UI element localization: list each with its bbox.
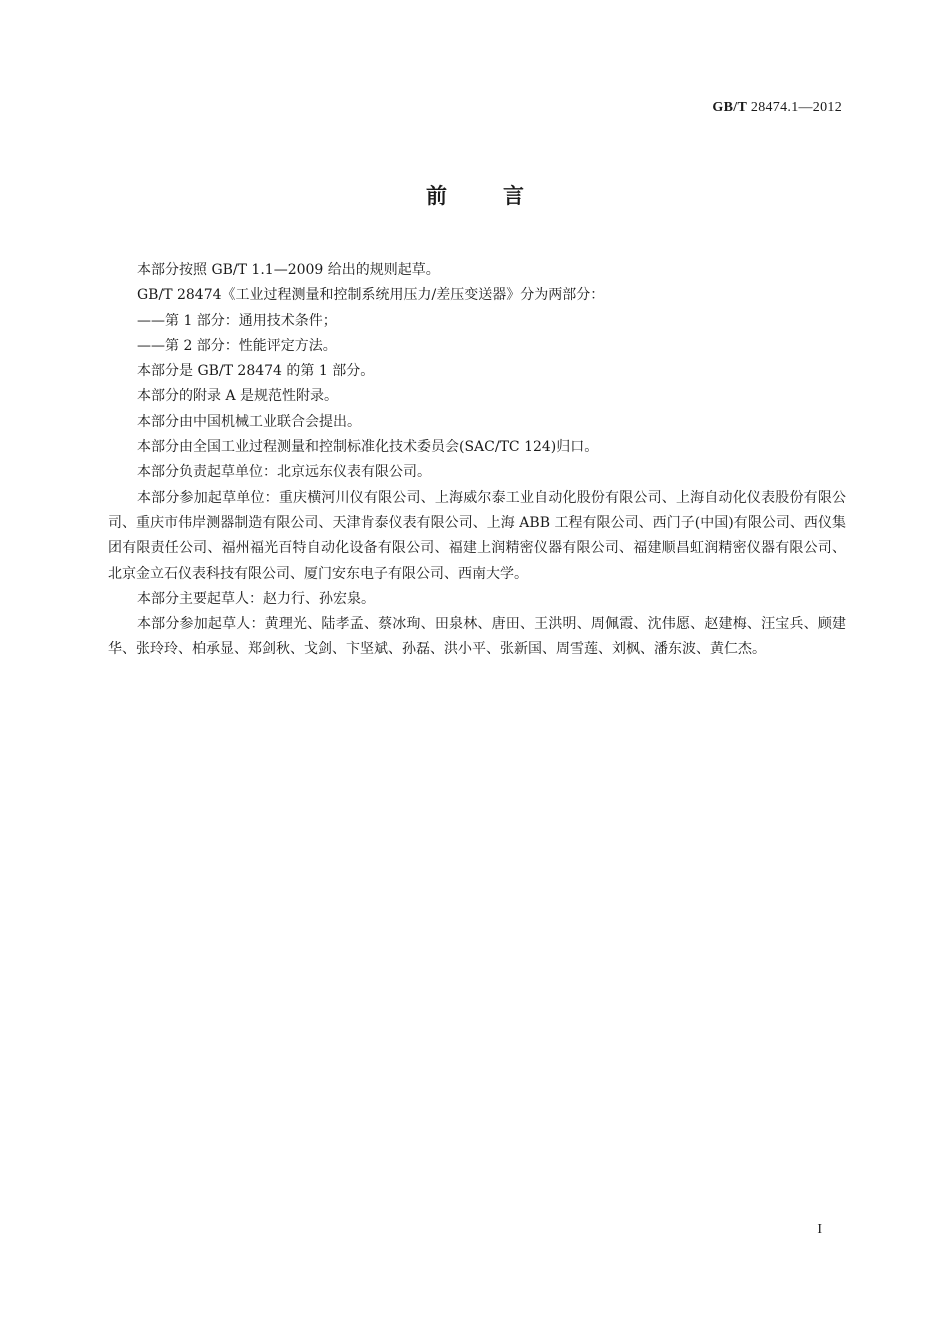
standard-prefix: GB/T bbox=[712, 100, 748, 115]
paragraph-participating-drafters: 本部分参加起草人：黄理光、陆孝孟、蔡冰珣、田泉林、唐田、王洪明、周佩霞、沈伟愿、赵建梅、汪宝兵、顾建华、张玲玲、柏承显、郑剑秋、戈剑、卞坚斌、孙磊、洪小平、张新国、周雪莲、刘枫、潘东波、黄仁杰。 bbox=[108, 616, 846, 658]
standard-number: 28474.1—2012 bbox=[750, 100, 842, 115]
standard-number-header bbox=[712, 100, 842, 116]
paragraph-parts-intro: GB/T 28474《工业过程测量和控制系统用压力/差压变送器》分为两部分： bbox=[137, 287, 605, 304]
page-number: I bbox=[817, 1222, 822, 1237]
paragraph-participating-units: 本部分参加起草单位：重庆横河川仪有限公司、上海威尔泰工业自动化股份有限公司、上海自动化仪表股份有限公司、重庆市伟岸测器制造有限公司、天津肯泰仪表有限公司、上海 ABB 工程有限公司、西门子(中国)有限公司、西仪集团有限责任公司、福州福光百特自动化设备有限公司、福建上润精密仪器有限公司、福建顺昌虹润精密仪器有限公司、北京金立石仪表科技有限公司、厦门安东电子有限公司、西南大学。 bbox=[108, 489, 846, 582]
paragraph-proposed-by: 本部分由中国机械工业联合会提出。 bbox=[137, 413, 361, 430]
paragraph-drafting-rules: 本部分按照 GB/T 1.1—2009 给出的规则起草。 bbox=[137, 262, 440, 278]
paragraph-part-1: ——第 1 部分：通用技术条件； bbox=[137, 312, 337, 329]
page-title: 前言 bbox=[426, 184, 580, 208]
paragraph-under-jurisdiction: 本部分由全国工业过程测量和控制标准化技术委员会(SAC/TC 124)归口。 bbox=[137, 439, 599, 456]
paragraph-part-2: ——第 2 部分：性能评定方法。 bbox=[137, 337, 337, 354]
paragraph-main-drafters: 本部分主要起草人：赵力行、孙宏泉。 bbox=[137, 590, 375, 607]
foreword-body bbox=[108, 258, 846, 663]
paragraph-responsible-drafter: 本部分负责起草单位：北京远东仪表有限公司。 bbox=[137, 464, 431, 481]
paragraph-this-part: 本部分是 GB/T 28474 的第 1 部分。 bbox=[137, 363, 375, 380]
paragraph-annex: 本部分的附录 A 是规范性附录。 bbox=[137, 388, 339, 405]
